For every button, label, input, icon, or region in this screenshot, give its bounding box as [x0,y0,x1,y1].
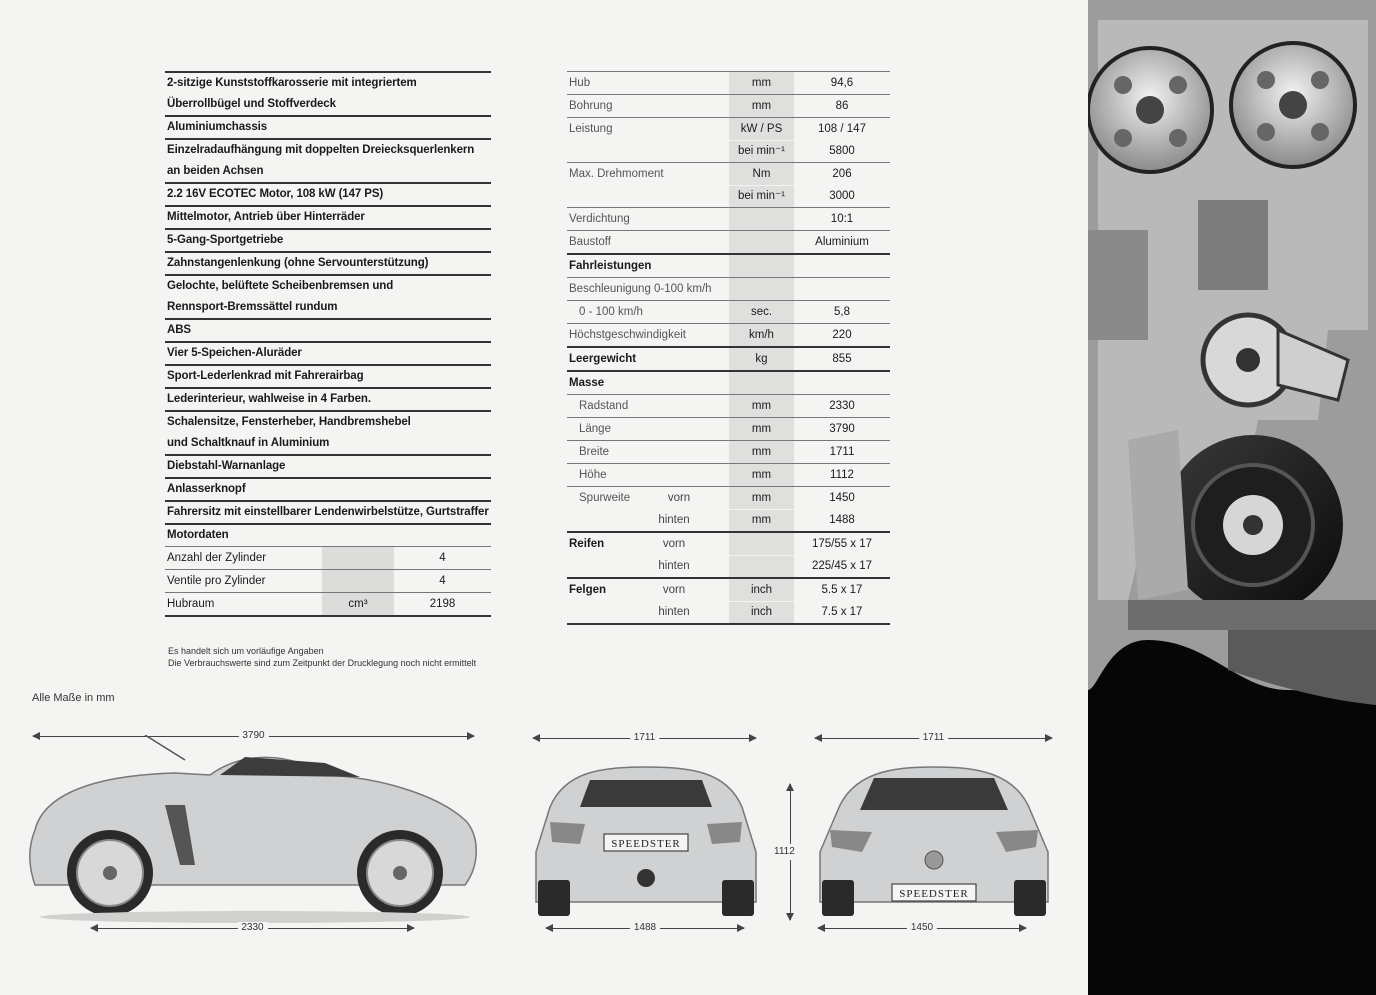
tech-value: 3790 [829,423,855,435]
tech-label-cell [567,348,729,370]
tech-unit: km/h [729,324,794,346]
footnote-consumption: Die Verbrauchswerte sind zum Zeitpunkt der Drucklegung noch nicht ermittelt [168,658,477,668]
tech-unit: mm [729,464,794,486]
dim-height-label: 1112 [774,844,795,860]
tech-value: Aluminium [815,236,869,248]
tech-label-cell [567,231,729,253]
tech-unit [729,372,794,394]
car-front-view [812,752,1056,924]
tech-unit [729,231,794,253]
equipment-item-text: Zahnstangenlenkung (ohne Servounterstützung) [167,257,429,269]
equipment-item-text: Sport-Lederlenkrad mit Fahrerairbag [167,370,364,382]
tech-label-cell [567,602,729,623]
equipment-item [165,523,491,546]
equipment-item-text: Gelochte, belüftete Scheibenbremsen und [167,280,394,292]
tech-label-cell [567,118,729,140]
equipment-item-text: Mittelmotor, Antrieb über Hinterräder [167,211,365,223]
tech-value: 1711 [829,446,855,458]
tech-value: 7.5 x 17 [821,606,863,618]
tech-label: Spurweite [579,492,631,504]
tech-value: 206 [832,168,852,180]
tech-row [567,463,890,486]
tech-row [567,162,890,185]
equipment-item [165,71,491,115]
tech-position: hinten [658,560,690,572]
car-side-view [25,735,495,925]
tech-position: vorn [667,492,691,504]
tech-label-cell [567,418,729,440]
tech-label-cell [567,324,729,346]
equipment-item [165,115,491,138]
tech-unit: mm [729,418,794,440]
tech-label-cell [567,372,729,394]
equipment-item-text: Lederinterieur, wahlweise in 4 Farben. [167,393,371,405]
tech-unit: mm [729,72,794,94]
tech-value [794,255,890,277]
tech-label-cell [567,533,729,555]
dim-front-track-label: 1450 [907,922,937,934]
tech-position: hinten [658,606,690,618]
tech-label-cell [567,163,729,185]
tech-value: 108 / 147 [818,123,866,135]
equipment-item [165,251,491,274]
tech-unit: Nm [729,163,794,185]
motor-label: Hubraum [167,598,215,610]
tech-unit: bei min⁻¹ [729,186,794,207]
tech-value: 175/55 x 17 [811,538,873,550]
tech-position: vorn [662,584,686,596]
motor-data-row [165,592,491,615]
tech-label-cell [567,186,729,207]
dim-rear-width-label: 1711 [630,732,660,744]
tech-unit: mm [729,395,794,417]
tech-unit: inch [729,579,794,601]
tech-row [567,417,890,440]
tech-value: 1112 [830,469,854,481]
footnotes [168,645,476,669]
table-end-rule [165,615,491,617]
equipment-item-text: und Schaltknauf in Aluminium [167,437,330,449]
tech-label: Radstand [579,400,629,412]
tech-label-cell [567,464,729,486]
tech-label: Leergewicht [569,353,637,365]
tech-label: Breite [579,446,610,458]
engine-illustration [1088,0,1376,995]
tech-position: vorn [662,538,686,550]
tech-unit: mm [729,95,794,117]
tech-unit: sec. [729,301,794,323]
equipment-item [165,364,491,387]
tech-label-cell [567,278,729,300]
tech-label-cell [567,556,729,577]
equipment-item-text: Anlasserknopf [167,483,246,495]
equipment-item-text: Einzelradaufhängung mit doppelten Dreiecksquerlenkern [167,144,475,156]
equipment-item [165,318,491,341]
tech-row [567,370,890,394]
tech-label: Beschleunigung 0-100 km/h [569,283,712,295]
motor-label: Ventile pro Zylinder [167,575,266,587]
equipment-item-text: 2.2 16V ECOTEC Motor, 108 kW (147 PS) [167,188,384,200]
tech-value: 3000 [829,190,855,202]
tech-label: Felgen [569,584,607,596]
tech-row [567,71,890,94]
equipment-item [165,387,491,410]
equipment-item [165,205,491,228]
tech-row [567,531,890,555]
tech-label-cell [567,72,729,94]
equipment-item [165,500,491,523]
tech-label: 0 - 100 km/h [579,306,643,318]
tech-label: Höhe [579,469,607,481]
tech-unit [729,278,794,300]
tech-row [567,486,890,509]
motor-label: Anzahl der Zylinder [167,552,267,564]
equipment-item [165,228,491,251]
tech-row [567,207,890,230]
equipment-item-text: ABS [167,324,191,336]
equipment-item-text: 5-Gang-Sportgetriebe [167,234,284,246]
tech-label: Hub [569,77,591,89]
front-plate-text: SPEEDSTER [899,888,969,900]
tech-label: Verdichtung [569,213,630,225]
tech-row [567,509,890,531]
tech-row [567,394,890,417]
dim-front-width [815,732,1052,744]
tech-value: 5800 [829,145,855,157]
tech-row [567,346,890,370]
dim-height [774,784,798,920]
tech-label: Länge [579,423,611,435]
tech-label-cell [567,487,729,509]
dimension-unit-note: Alle Maße in mm [32,692,115,704]
motor-data-row [165,569,491,592]
tech-row [567,117,890,140]
equipment-item-text: Diebstahl-Warnanlage [167,460,286,472]
tech-value: 5,8 [834,306,850,318]
equipment-item-text: Aluminiumchassis [167,121,268,133]
tech-row [567,577,890,601]
tech-row [567,601,890,625]
dim-rear-track-label: 1488 [630,922,660,934]
equipment-item-text: Schalensitze, Fensterheber, Handbremshebel [167,416,411,428]
tech-row [567,277,890,300]
dim-rear-track [546,922,744,934]
tech-value: 855 [832,353,852,365]
dim-wheelbase [91,922,414,934]
tech-row [567,140,890,162]
equipment-item [165,182,491,205]
equipment-item-text: 2-sitzige Kunststoffkarosserie mit integriertem [167,77,417,89]
tech-value: 10:1 [830,213,854,225]
tech-label-cell [567,208,729,230]
tech-value [794,372,890,394]
tech-row [567,185,890,207]
equipment-item [165,410,491,454]
tech-label-cell [567,510,729,531]
tech-unit [729,208,794,230]
tech-unit: kW / PS [729,118,794,140]
equipment-item-text: Überrollbügel und Stoffverdeck [167,98,336,110]
tech-unit: mm [729,510,794,531]
tech-label: Masse [569,377,605,389]
equipment-item-text: Rennsport-Bremssättel rundum [167,301,338,313]
footnote-preliminary: Es handelt sich um vorläufige Angaben [168,646,324,656]
tech-label-cell [567,579,729,601]
tech-row [567,230,890,253]
dim-front-track [818,922,1026,934]
tech-unit: mm [729,487,794,509]
tech-unit: inch [729,602,794,623]
tech-value: 86 [835,100,849,112]
tech-label: Reifen [569,538,605,550]
tech-label: Max. Drehmoment [569,168,664,180]
motor-unit [322,570,394,592]
car-rear-view [530,752,762,924]
tech-value: 225/45 x 17 [811,560,873,572]
dim-side-length-label: 3790 [238,730,268,742]
tech-label-cell [567,95,729,117]
technical-data-table [567,71,890,625]
motor-unit [322,547,394,569]
tech-unit: kg [729,348,794,370]
tech-value [794,278,890,300]
dim-wheelbase-label: 2330 [237,922,267,934]
tech-unit [729,255,794,277]
rear-plate-text: SPEEDSTER [611,838,681,850]
tech-value: 2330 [829,400,855,412]
motor-value: 4 [439,575,446,587]
tech-row [567,94,890,117]
equipment-item-text: an beiden Achsen [167,165,264,177]
equipment-item-text: Vier 5-Speichen-Aluräder [167,347,302,359]
tech-label-cell [567,301,729,323]
motor-value: 2198 [429,598,456,610]
tech-unit [729,533,794,555]
tech-value: 1450 [829,492,855,504]
tech-label-cell [567,141,729,162]
tech-unit: bei min⁻¹ [729,141,794,162]
equipment-item [165,274,491,318]
tech-row [567,300,890,323]
equipment-item-text: Motordaten [167,529,229,541]
tech-row [567,253,890,277]
tech-label-cell [567,395,729,417]
tech-unit: mm [729,441,794,463]
equipment-item [165,341,491,364]
tech-value: 220 [832,329,852,341]
motor-unit: cm³ [322,593,394,615]
tech-unit [729,556,794,577]
motor-data-row [165,546,491,569]
equipment-list [165,71,491,617]
motor-value: 4 [439,552,446,564]
tech-value: 5.5 x 17 [821,584,863,596]
equipment-item [165,454,491,477]
equipment-item [165,138,491,182]
tech-label: Bohrung [569,100,613,112]
tech-label: Baustoff [569,236,611,248]
tech-value: 1488 [829,514,855,526]
tech-label-cell [567,255,729,277]
tech-label: Fahrleistungen [569,260,652,272]
dim-rear-width [533,732,756,744]
tech-row [567,555,890,577]
tech-position: hinten [658,514,690,526]
engine-photo [1088,0,1376,995]
tech-value: 94,6 [830,77,854,89]
equipment-item [165,477,491,500]
tech-label: Höchstgeschwindigkeit [569,329,686,341]
tech-row [567,440,890,463]
equipment-item-text: Fahrersitz mit einstellbarer Lendenwirbelstütze, Gurtstraffer [167,506,489,518]
tech-row [567,323,890,346]
tech-label: Leistung [569,123,613,135]
dim-front-width-label: 1711 [919,732,949,744]
tech-label-cell [567,441,729,463]
